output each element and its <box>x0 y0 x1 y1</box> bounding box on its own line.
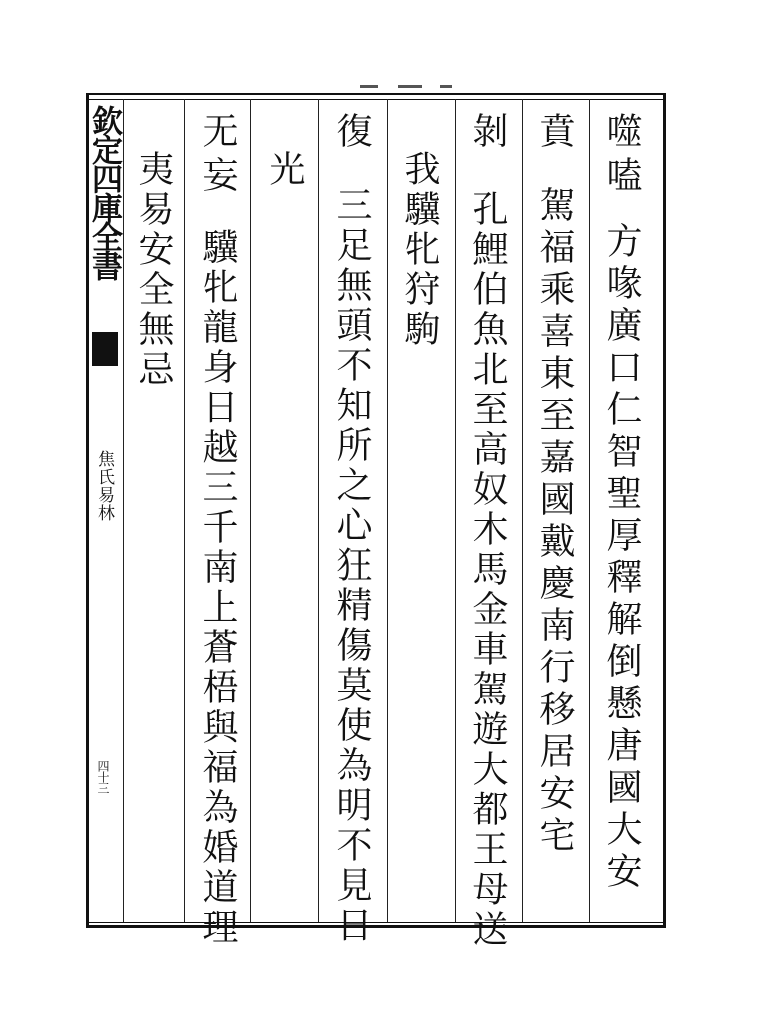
hexagram-title: 復 <box>331 112 372 156</box>
verse-text: 方喙廣口仁智聖厚釋解倒懸唐國大安 <box>601 222 642 894</box>
column-divider <box>455 99 456 922</box>
verse-text: 孔鯉伯魚北至高奴木馬金車駕遊大都王母送 <box>467 190 508 950</box>
book-subtitle: 焦氏易林 <box>94 450 114 522</box>
top-smudge <box>398 85 422 88</box>
verse-text: 三足無頭不知所之心狂精傷莫使為明不見日 <box>331 186 372 946</box>
verse-text: 駕福乘喜東至嘉國戴慶南行移居安宅 <box>534 186 575 858</box>
verse-text-continued: 夷易安全無忌 <box>133 150 174 390</box>
hexagram-title: 剝 <box>467 112 508 156</box>
book-title: 欽定四庫全書 <box>86 105 122 279</box>
column-divider <box>250 99 251 922</box>
inner-rule-top <box>86 99 666 100</box>
hexagram-title: 噬嗑 <box>601 112 642 200</box>
page-number: 四十三 <box>96 760 110 793</box>
column-divider <box>589 99 590 922</box>
top-smudge <box>440 85 452 88</box>
hexagram-title: 无妄 <box>197 112 238 200</box>
inner-rule-bottom <box>86 922 666 923</box>
column-divider <box>123 99 124 922</box>
column-divider <box>184 99 185 922</box>
top-smudge <box>360 85 378 88</box>
column-divider <box>318 99 319 922</box>
column-divider <box>387 99 388 922</box>
fishtail-mark <box>92 332 118 366</box>
verse-text-continued: 我驥牝狩駒 <box>399 150 440 350</box>
verse-text: 驥牝龍身日越三千南上蒼梧與福為婚道理 <box>197 228 238 948</box>
column-divider <box>522 99 523 922</box>
verse-text-continued: 光 <box>264 150 305 192</box>
hexagram-title: 賁 <box>534 112 575 156</box>
